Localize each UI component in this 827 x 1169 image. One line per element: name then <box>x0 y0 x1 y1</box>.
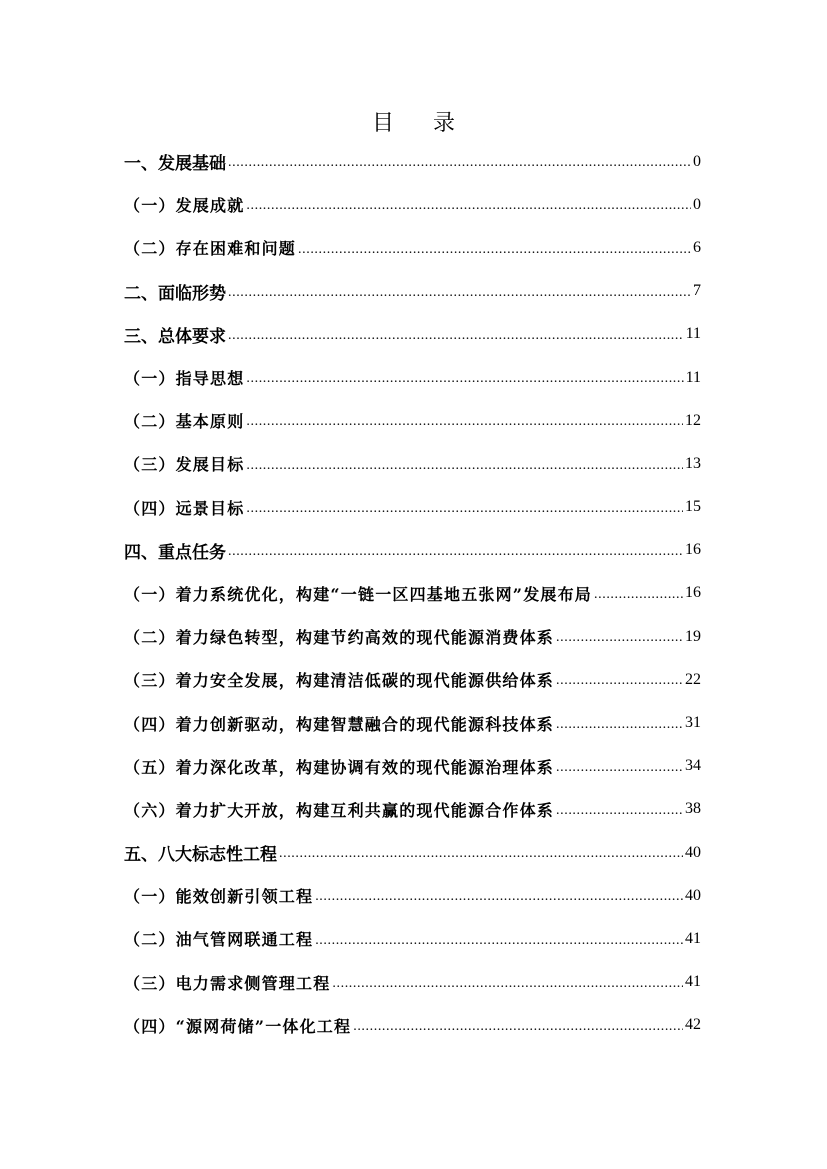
toc-dot-leader <box>556 631 683 658</box>
toc-page-number: 15 <box>685 498 701 516</box>
toc-page-number: 42 <box>685 1016 701 1034</box>
toc-entry-label: 四、重点任务 <box>124 542 226 563</box>
toc-entry-label: 二、面临形势 <box>124 283 226 304</box>
toc-dot-leader <box>315 890 683 917</box>
toc-chapter-entry[interactable] <box>124 529 701 572</box>
toc-dot-leader <box>228 156 691 183</box>
toc-chapter-entry[interactable] <box>124 140 701 183</box>
toc-entry-label: （一）着力系统优化，构建“一链一区四基地五张网”发展布局 <box>124 584 593 604</box>
toc-entry-label: （一）发展成就 <box>124 196 245 216</box>
toc-dot-leader <box>315 934 683 961</box>
toc-section-entry[interactable] <box>124 226 701 269</box>
toc-dot-leader <box>279 847 683 874</box>
toc-dot-leader <box>246 199 691 226</box>
toc-entry-label: （三）发展目标 <box>124 455 245 475</box>
toc-section-entry[interactable] <box>124 701 701 744</box>
toc-entry-label: （二）存在困难和问题 <box>124 239 297 259</box>
toc-dot-leader <box>246 372 683 399</box>
toc-dot-leader <box>594 588 683 615</box>
toc-page-number: 22 <box>685 670 701 688</box>
toc-entry-label: 三、总体要求 <box>124 326 226 347</box>
toc-page-number: 11 <box>685 368 701 386</box>
toc-section-entry[interactable] <box>124 917 701 960</box>
toc-page-number: 38 <box>685 800 701 818</box>
toc-page-number: 16 <box>685 541 701 559</box>
toc-page-number: 19 <box>685 627 701 645</box>
toc-page-number: 0 <box>693 152 701 170</box>
toc-page-number: 41 <box>685 973 701 991</box>
toc-dot-leader <box>228 286 691 313</box>
toc-section-entry[interactable] <box>124 615 701 658</box>
toc-dot-leader <box>556 674 683 701</box>
toc-entry-label: （五）着力深化改革，构建协调有效的现代能源治理体系 <box>124 757 555 777</box>
toc-entry-label: （一）能效创新引领工程 <box>124 887 314 907</box>
toc-entry-label: 一、发展基础 <box>124 154 226 175</box>
toc-section-entry[interactable] <box>124 356 701 399</box>
toc-dot-leader <box>298 243 691 270</box>
toc-section-entry[interactable] <box>124 1004 701 1047</box>
toc-dot-leader <box>246 415 683 442</box>
toc-section-entry[interactable] <box>124 183 701 226</box>
toc-page-number: 31 <box>685 714 701 732</box>
toc-title: 目 录 <box>372 111 471 136</box>
toc-page-number: 40 <box>685 843 701 861</box>
toc-section-entry[interactable] <box>124 874 701 917</box>
toc-dot-leader <box>246 502 683 529</box>
toc-entry-label: （二）着力绿色转型，构建节约高效的现代能源消费体系 <box>124 628 555 648</box>
toc-chapter-entry[interactable] <box>124 831 701 874</box>
toc-section-entry[interactable] <box>124 486 701 529</box>
toc-section-entry[interactable] <box>124 442 701 485</box>
toc-chapter-entry[interactable] <box>124 270 701 313</box>
toc-page-number: 11 <box>685 325 701 343</box>
toc-entry-label: （二）基本原则 <box>124 412 245 432</box>
toc-page-number: 40 <box>685 886 701 904</box>
toc-entry-label: （六）着力扩大开放，构建互利共赢的现代能源合作体系 <box>124 800 555 820</box>
toc-page-number: 7 <box>693 282 701 300</box>
toc-page-number: 34 <box>685 757 701 775</box>
toc-entry-label: （四）远景目标 <box>124 498 245 518</box>
toc-dot-leader <box>556 761 683 788</box>
toc-section-entry[interactable] <box>124 658 701 701</box>
toc-dot-leader <box>353 1020 683 1047</box>
toc-page-number: 0 <box>693 195 701 213</box>
toc-dot-leader <box>228 329 684 356</box>
toc-entry-label: （二）油气管网联通工程 <box>124 930 314 950</box>
toc-dot-leader <box>556 804 683 831</box>
toc-entry-label: （一）指导思想 <box>124 369 245 389</box>
toc-entry-label: 五、八大标志性工程 <box>124 845 277 866</box>
toc-page-number: 12 <box>685 411 701 429</box>
toc-dot-leader <box>332 977 683 1004</box>
toc-chapter-entry[interactable] <box>124 313 701 356</box>
toc-dot-leader <box>228 545 683 572</box>
toc-section-entry[interactable] <box>124 788 701 831</box>
toc-entry-label: （四）着力创新驱动，构建智慧融合的现代能源科技体系 <box>124 714 555 734</box>
toc-entry-label: （四）“源网荷储”一体化工程 <box>124 1016 352 1036</box>
toc-section-entry[interactable] <box>124 572 701 615</box>
toc-page-number: 16 <box>685 584 701 602</box>
table-of-contents <box>0 140 827 1047</box>
toc-section-entry[interactable] <box>124 961 701 1004</box>
toc-dot-leader <box>246 459 683 486</box>
toc-page-number: 41 <box>685 929 701 947</box>
toc-dot-leader <box>556 718 683 745</box>
toc-entry-label: （三）电力需求侧管理工程 <box>124 973 331 993</box>
toc-entry-label: （三）着力安全发展，构建清洁低碳的现代能源供给体系 <box>124 671 555 691</box>
toc-section-entry[interactable] <box>124 745 701 788</box>
toc-page-number: 6 <box>693 238 701 256</box>
toc-page-number: 13 <box>685 454 701 472</box>
toc-section-entry[interactable] <box>124 399 701 442</box>
